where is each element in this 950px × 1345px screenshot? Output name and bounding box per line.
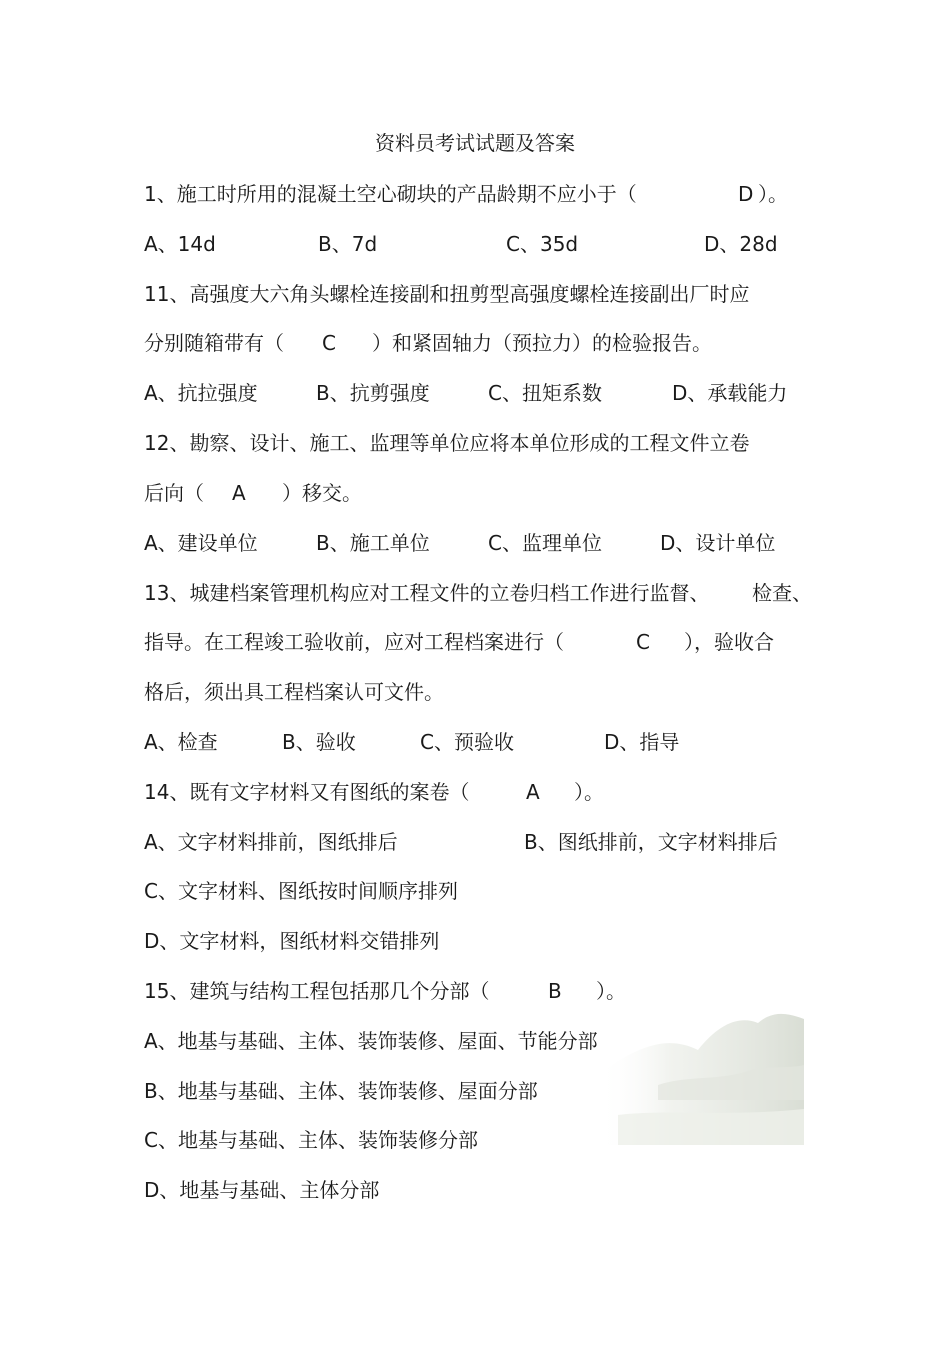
option-d: D、指导 — [604, 730, 680, 754]
landscape-watermark — [598, 1005, 804, 1145]
option-c: C、文字材料、图纸按时间顺序排列 — [144, 879, 458, 903]
option-b: B、验收 — [282, 730, 356, 754]
question-14-answer: A — [526, 780, 540, 804]
option-c: C、地基与基础、主体、装饰装修分部 — [144, 1128, 478, 1152]
question-11-stem-line1: 11、高强度大六角头螺栓连接副和扭剪型高强度螺栓连接副出厂时应 — [144, 282, 750, 306]
option-c: C、预验收 — [420, 730, 514, 754]
question-1-stem: 1、施工时所用的混凝土空心砌块的产品龄期不应小于（ D ）。 — [144, 182, 788, 206]
question-13-stem-line1: 13、城建档案管理机构应对工程文件的立卷归档工作进行监督、 检查、 — [144, 581, 812, 605]
question-15-answer: B — [548, 979, 562, 1003]
option-b: B、7d — [318, 232, 378, 256]
question-13-stem-line3: 格后，须出具工程档案认可文件。 — [144, 680, 444, 704]
question-14-stem: 14、既有文字材料又有图纸的案卷（ A ）。 — [144, 780, 604, 804]
option-c: C、扭矩系数 — [488, 381, 602, 405]
question-12-stem-line1: 12、勘察、设计、施工、监理等单位应将本单位形成的工程文件立卷 — [144, 431, 750, 455]
option-b: B、抗剪强度 — [316, 381, 430, 405]
option-a: A、抗拉强度 — [144, 381, 258, 405]
question-13-stem-line2: 指导。在工程竣工验收前，应对工程档案进行（ C ），验收合 — [144, 630, 774, 654]
question-11-answer: C — [322, 331, 336, 355]
question-11-stem-line2: 分别随箱带有（ C ）和紧固轴力（预拉力）的检验报告。 — [144, 331, 712, 355]
option-b: B、地基与基础、主体、装饰装修、屋面分部 — [144, 1079, 538, 1103]
question-12-stem-line2: 后向（ A ）移交。 — [144, 481, 362, 505]
option-d: D、设计单位 — [660, 531, 776, 555]
option-c: C、监理单位 — [488, 531, 602, 555]
option-a: A、检查 — [144, 730, 218, 754]
option-a: A、14d — [144, 232, 216, 256]
question-15-stem: 15、建筑与结构工程包括那几个分部（ B ）。 — [144, 979, 626, 1003]
option-a: A、建设单位 — [144, 531, 258, 555]
option-a: A、文字材料排前，图纸排后 — [144, 830, 398, 854]
option-b: B、施工单位 — [316, 531, 430, 555]
option-d: D、文字材料，图纸材料交错排列 — [144, 929, 440, 953]
option-c: C、35d — [506, 232, 579, 256]
question-1-answer: D — [738, 182, 754, 206]
question-13-answer: C — [636, 630, 650, 654]
option-d: D、28d — [704, 232, 778, 256]
option-b: B、图纸排前，文字材料排后 — [524, 830, 778, 854]
question-12-answer: A — [232, 481, 246, 505]
page-title: 资料员考试试题及答案 — [375, 131, 575, 155]
option-d: D、承载能力 — [672, 381, 788, 405]
option-a: A、地基与基础、主体、装饰装修、屋面、节能分部 — [144, 1029, 598, 1053]
option-d: D、地基与基础、主体分部 — [144, 1178, 380, 1202]
